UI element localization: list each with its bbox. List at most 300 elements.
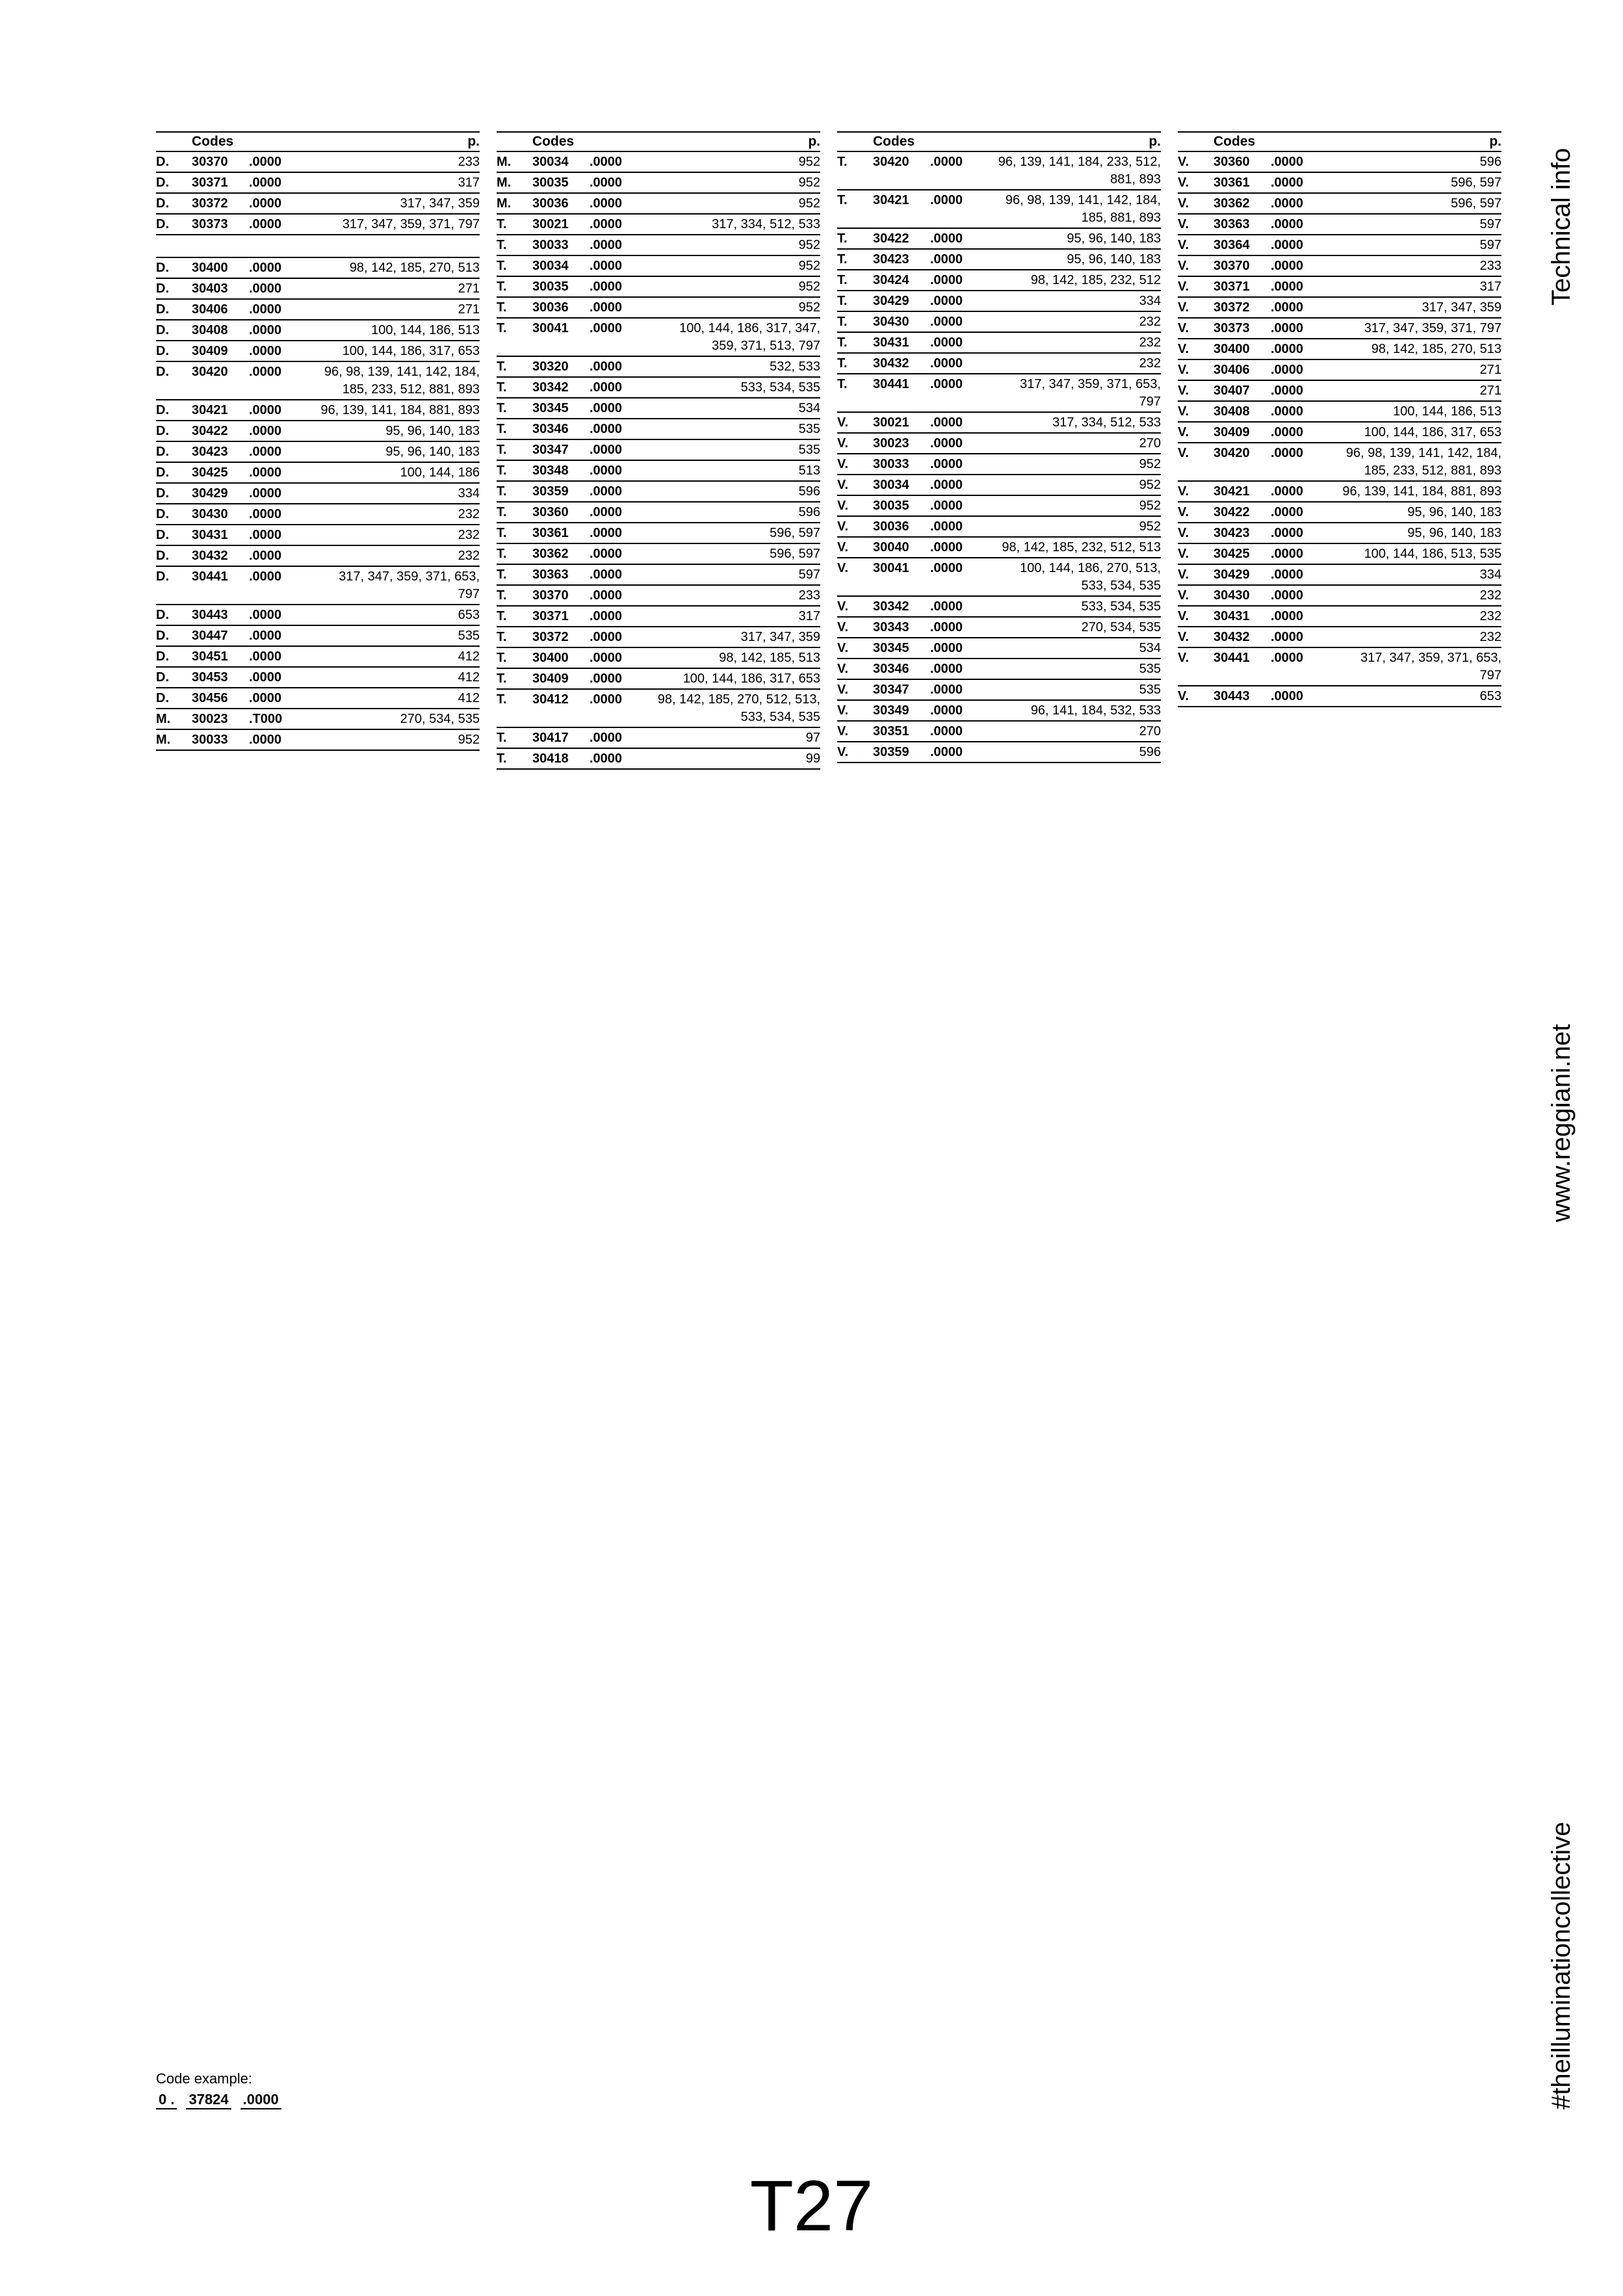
row-pages: 96, 98, 139, 141, 142, 184, 185, 233, 512, 881, 893 <box>324 365 480 397</box>
row-code: 30041 <box>532 321 569 335</box>
row-letter: V. <box>837 620 849 634</box>
table-row <box>837 229 1161 250</box>
table-row <box>497 298 820 319</box>
row-pages: 412 <box>458 670 480 685</box>
row-code: 30431 <box>192 528 228 542</box>
row-letter: T. <box>497 692 507 707</box>
row-code: 30432 <box>1214 630 1250 644</box>
row-letter: D. <box>156 281 169 296</box>
row-suffix: .0000 <box>1271 588 1304 603</box>
row-suffix: .0000 <box>249 691 282 705</box>
row-code: 30035 <box>532 176 569 190</box>
row-letter: M. <box>156 733 171 747</box>
row-pages: 334 <box>458 486 480 501</box>
table-row <box>837 538 1161 558</box>
row-letter: T. <box>837 377 848 391</box>
row-pages: 99 <box>805 751 820 766</box>
table-row <box>156 605 480 626</box>
row-code: 30432 <box>192 549 228 563</box>
table-row <box>156 173 480 194</box>
row-letter: D. <box>156 344 169 358</box>
row-suffix: .0000 <box>590 280 623 294</box>
row-code: 30372 <box>192 196 228 211</box>
row-code: 30429 <box>192 486 228 501</box>
table-row <box>156 463 480 484</box>
row-pages: 100, 144, 186, 513 <box>1393 404 1501 419</box>
table-row-empty <box>156 235 480 258</box>
row-pages: 596 <box>1139 745 1161 759</box>
codes-rows <box>837 152 1161 763</box>
page-number: T27 <box>749 2166 874 2246</box>
row-letter: D. <box>156 424 169 438</box>
table-row <box>837 742 1161 763</box>
row-letter: T. <box>837 356 848 371</box>
row-suffix: .0000 <box>590 547 623 561</box>
row-code: 30033 <box>532 238 569 252</box>
row-code: 30372 <box>1214 300 1250 315</box>
row-suffix: .0000 <box>590 300 623 315</box>
table-row <box>497 419 820 440</box>
row-code: 30370 <box>532 588 569 603</box>
row-suffix: .0000 <box>249 176 282 190</box>
column-header <box>497 131 820 152</box>
row-suffix: .0000 <box>930 683 963 697</box>
row-letter: T. <box>837 273 848 287</box>
row-code: 30424 <box>873 273 909 287</box>
row-pages: 596, 597 <box>770 547 820 561</box>
row-pages: 334 <box>1479 567 1501 582</box>
table-row <box>837 434 1161 454</box>
row-suffix: .0000 <box>249 549 282 563</box>
row-letter: T. <box>497 484 507 499</box>
row-suffix: .0000 <box>249 155 282 169</box>
codes-column-1 <box>156 131 480 751</box>
row-code: 30036 <box>532 196 569 211</box>
row-suffix: .0000 <box>1271 484 1304 499</box>
side-technical-info: Technical info <box>1547 148 1576 306</box>
table-row <box>497 627 820 648</box>
row-pages: 98, 142, 185, 513 <box>719 651 820 665</box>
row-pages: 317, 347, 359, 371, 797 <box>342 217 480 231</box>
table-row <box>837 312 1161 333</box>
codes-rows <box>1178 152 1501 707</box>
table-row <box>1178 565 1501 586</box>
row-suffix: .0000 <box>590 588 623 603</box>
row-code: 30420 <box>192 365 228 379</box>
row-code: 30371 <box>192 176 228 190</box>
row-suffix: .0000 <box>590 155 623 169</box>
row-pages: 317, 347, 359, 371, 653, 797 <box>339 569 480 601</box>
table-row <box>1178 686 1501 707</box>
row-code: 30371 <box>1214 280 1250 294</box>
row-code: 30040 <box>873 540 909 554</box>
row-code: 30023 <box>873 436 909 450</box>
row-letter: D. <box>156 507 169 521</box>
row-pages: 98, 142, 185, 232, 512 <box>1030 273 1161 287</box>
row-suffix: .0000 <box>930 724 963 738</box>
column-header <box>837 131 1161 152</box>
row-code: 30034 <box>532 259 569 273</box>
row-pages: 317 <box>1479 280 1501 294</box>
row-letter: M. <box>156 712 171 726</box>
table-row <box>1178 277 1501 298</box>
row-code: 30423 <box>192 445 228 459</box>
row-code: 30417 <box>532 731 569 745</box>
row-letter: T. <box>497 463 507 478</box>
row-letter: T. <box>497 672 507 686</box>
table-row <box>497 277 820 298</box>
row-suffix: .0000 <box>590 484 623 499</box>
row-suffix: .0000 <box>930 436 963 450</box>
row-code: 30033 <box>873 457 909 471</box>
row-pages: 232 <box>458 549 480 563</box>
row-pages: 533, 534, 535 <box>740 380 820 395</box>
table-row <box>1178 235 1501 256</box>
row-suffix: .0000 <box>930 561 963 575</box>
row-suffix: .0000 <box>590 567 623 582</box>
row-pages: 513 <box>798 463 820 478</box>
row-suffix: .0000 <box>590 321 623 335</box>
row-code: 30400 <box>192 261 228 275</box>
row-letter: T. <box>497 547 507 561</box>
row-letter: V. <box>1178 651 1189 665</box>
row-letter: V. <box>1178 363 1189 377</box>
row-pages: 317, 334, 512, 533 <box>712 217 820 231</box>
row-pages: 233 <box>1479 259 1501 273</box>
row-code: 30345 <box>532 401 569 415</box>
row-code: 30361 <box>532 526 569 540</box>
codes-rows <box>156 152 480 751</box>
row-suffix: .0000 <box>1271 217 1304 231</box>
row-suffix: .0000 <box>590 238 623 252</box>
table-row <box>1178 381 1501 402</box>
table-row <box>1178 502 1501 523</box>
row-pages: 95, 96, 140, 183 <box>1407 526 1501 540</box>
row-letter: V. <box>1178 280 1189 294</box>
row-suffix: .0000 <box>1271 280 1304 294</box>
row-letter: V. <box>837 540 849 554</box>
row-suffix: .0000 <box>930 415 963 430</box>
row-code: 30420 <box>1214 446 1250 460</box>
row-pages: 952 <box>798 280 820 294</box>
row-suffix: .0000 <box>1271 321 1304 335</box>
table-row <box>1178 544 1501 565</box>
table-row <box>156 626 480 647</box>
row-letter: T. <box>837 315 848 329</box>
table-row <box>1178 523 1501 544</box>
row-code: 30361 <box>1214 176 1250 190</box>
row-pages: 952 <box>1139 457 1161 471</box>
row-suffix: .0000 <box>249 302 282 317</box>
row-code: 30409 <box>1214 425 1250 439</box>
row-letter: V. <box>837 724 849 738</box>
row-pages: 98, 142, 185, 270, 512, 513, 533, 534, 535 <box>657 692 820 724</box>
row-suffix: .0000 <box>1271 384 1304 398</box>
row-pages: 412 <box>458 649 480 664</box>
table-row <box>1178 319 1501 339</box>
row-suffix: .0000 <box>249 445 282 459</box>
table-row <box>837 291 1161 312</box>
row-pages: 96, 141, 184, 532, 533 <box>1030 703 1161 718</box>
row-letter: M. <box>497 176 512 190</box>
row-pages: 535 <box>798 422 820 436</box>
row-letter: V. <box>1178 259 1189 273</box>
table-row <box>156 688 480 709</box>
row-pages: 97 <box>805 731 820 745</box>
row-letter: V. <box>1178 217 1189 231</box>
table-row <box>837 190 1161 229</box>
row-code: 30359 <box>532 484 569 499</box>
row-letter: D. <box>156 302 169 317</box>
row-suffix: .0000 <box>249 608 282 622</box>
row-letter: V. <box>1178 196 1189 211</box>
row-letter: T. <box>497 588 507 603</box>
row-pages: 270 <box>1139 436 1161 450</box>
row-suffix: .0000 <box>249 424 282 438</box>
row-pages: 98, 142, 185, 270, 513 <box>1371 342 1501 356</box>
row-code: 30035 <box>873 499 909 513</box>
table-row <box>497 440 820 461</box>
row-code: 30347 <box>873 683 909 697</box>
row-suffix: .0000 <box>930 193 963 207</box>
row-code: 30360 <box>532 505 569 519</box>
table-row <box>156 668 480 688</box>
row-code: 30422 <box>1214 505 1250 519</box>
row-letter: V. <box>837 599 849 614</box>
row-code: 30023 <box>192 712 228 726</box>
row-suffix: .0000 <box>1271 259 1304 273</box>
row-code: 30430 <box>192 507 228 521</box>
row-code: 30348 <box>532 463 569 478</box>
row-pages: 952 <box>458 733 480 747</box>
header-page: p. <box>1149 134 1161 149</box>
row-pages: 95, 96, 140, 183 <box>385 424 480 438</box>
row-suffix: .0000 <box>590 443 623 457</box>
row-letter: T. <box>497 300 507 315</box>
table-row <box>156 647 480 668</box>
row-letter: T. <box>497 422 507 436</box>
row-letter: V. <box>1178 238 1189 252</box>
row-code: 30406 <box>1214 363 1250 377</box>
table-row <box>497 215 820 235</box>
row-pages: 317, 347, 359, 371, 653, 797 <box>1020 377 1161 409</box>
row-suffix: .0000 <box>1271 238 1304 252</box>
row-suffix: .0000 <box>930 519 963 534</box>
row-pages: 317, 347, 359, 371, 653, 797 <box>1360 651 1501 683</box>
table-row <box>156 421 480 442</box>
row-pages: 532, 533 <box>770 359 820 374</box>
table-row <box>1178 627 1501 648</box>
row-suffix: .0000 <box>930 620 963 634</box>
row-suffix: .0000 <box>249 670 282 685</box>
row-pages: 534 <box>798 401 820 415</box>
row-letter: V. <box>837 641 849 655</box>
row-code: 30360 <box>1214 155 1250 169</box>
row-suffix: .0000 <box>590 359 623 374</box>
table-row <box>497 235 820 256</box>
row-letter: T. <box>497 238 507 252</box>
row-pages: 952 <box>798 238 820 252</box>
side-website[interactable]: www.reggiani.net <box>1547 1024 1576 1222</box>
row-letter: D. <box>156 528 169 542</box>
row-letter: V. <box>1178 588 1189 603</box>
row-letter: D. <box>156 670 169 685</box>
row-pages: 952 <box>1139 519 1161 534</box>
header-codes: Codes <box>192 134 234 149</box>
row-letter: V. <box>837 745 849 759</box>
row-suffix: .0000 <box>930 231 963 246</box>
row-code: 30409 <box>192 344 228 358</box>
row-letter: T. <box>497 526 507 540</box>
row-suffix: .0000 <box>590 176 623 190</box>
row-letter: D. <box>156 486 169 501</box>
row-code: 30343 <box>873 620 909 634</box>
row-pages: 270, 534, 535 <box>1081 620 1161 634</box>
row-letter: V. <box>1178 384 1189 398</box>
code-example-part-code: 37824 <box>186 2091 231 2109</box>
code-example <box>156 2070 291 2109</box>
row-letter: M. <box>497 196 512 211</box>
row-pages: 952 <box>1139 499 1161 513</box>
table-row <box>156 525 480 546</box>
table-row <box>156 400 480 421</box>
row-pages: 317 <box>458 176 480 190</box>
table-row <box>497 461 820 482</box>
row-letter: V. <box>1178 689 1189 703</box>
row-suffix: .0000 <box>249 507 282 521</box>
row-code: 30373 <box>192 217 228 231</box>
column-header <box>156 131 480 152</box>
row-code: 30370 <box>192 155 228 169</box>
row-code: 30403 <box>192 281 228 296</box>
row-code: 30349 <box>873 703 909 718</box>
row-suffix: .0000 <box>930 294 963 308</box>
table-row <box>497 173 820 194</box>
row-pages: 317, 347, 359 <box>1422 300 1501 315</box>
row-letter: V. <box>1178 484 1189 499</box>
table-row <box>1178 586 1501 607</box>
table-row <box>837 496 1161 517</box>
row-suffix: .0000 <box>930 273 963 287</box>
row-suffix: .0000 <box>590 422 623 436</box>
row-pages: 100, 144, 186, 317, 653 <box>682 672 820 686</box>
row-letter: V. <box>1178 567 1189 582</box>
table-row <box>497 749 820 770</box>
row-suffix: .0000 <box>1271 651 1304 665</box>
table-row <box>156 484 480 504</box>
row-letter: T. <box>497 259 507 273</box>
table-row <box>837 638 1161 659</box>
row-code: 30431 <box>873 335 909 350</box>
table-row <box>497 319 820 357</box>
header-page: p. <box>1489 134 1501 149</box>
row-suffix: .0000 <box>249 365 282 379</box>
row-suffix: .0000 <box>1271 425 1304 439</box>
row-code: 30400 <box>1214 342 1250 356</box>
row-code: 30021 <box>873 415 909 430</box>
row-suffix: .0000 <box>1271 547 1304 561</box>
row-suffix: .0000 <box>930 356 963 371</box>
row-letter: T. <box>837 231 848 246</box>
row-code: 30362 <box>532 547 569 561</box>
table-row <box>497 194 820 215</box>
row-letter: M. <box>497 155 512 169</box>
row-pages: 271 <box>458 302 480 317</box>
row-pages: 100, 144, 186, 513, 535 <box>1364 547 1501 561</box>
row-pages: 96, 98, 139, 141, 142, 184, 185, 881, 893 <box>1005 193 1161 225</box>
row-suffix: .0000 <box>930 499 963 513</box>
row-letter: T. <box>497 380 507 395</box>
row-pages: 317, 347, 359, 371, 797 <box>1364 321 1501 335</box>
row-letter: V. <box>1178 342 1189 356</box>
row-code: 30443 <box>1214 689 1250 703</box>
table-row <box>156 567 480 605</box>
row-suffix: .0000 <box>590 463 623 478</box>
table-row <box>1178 215 1501 235</box>
row-pages: 535 <box>798 443 820 457</box>
row-pages: 271 <box>1479 384 1501 398</box>
code-example-part-suffix: .0000 <box>240 2091 281 2109</box>
row-pages: 596 <box>798 484 820 499</box>
row-letter: V. <box>837 457 849 471</box>
row-code: 30441 <box>192 569 228 584</box>
row-code: 30412 <box>532 692 569 707</box>
row-letter: T. <box>497 630 507 644</box>
table-row <box>156 362 480 400</box>
row-code: 30372 <box>532 630 569 644</box>
table-row <box>837 597 1161 618</box>
row-pages: 596, 597 <box>1451 176 1501 190</box>
row-pages: 232 <box>1479 609 1501 623</box>
row-letter: V. <box>1178 547 1189 561</box>
row-letter: V. <box>1178 155 1189 169</box>
table-row <box>837 454 1161 475</box>
row-code: 30418 <box>532 751 569 766</box>
row-suffix: .0000 <box>249 629 282 643</box>
row-code: 30423 <box>1214 526 1250 540</box>
row-pages: 271 <box>1479 363 1501 377</box>
table-row <box>497 502 820 523</box>
row-suffix: .0000 <box>249 403 282 417</box>
row-letter: V. <box>837 415 849 430</box>
row-code: 30371 <box>532 609 569 623</box>
row-code: 30036 <box>873 519 909 534</box>
row-letter: V. <box>1178 526 1189 540</box>
table-row <box>837 722 1161 742</box>
row-suffix: .0000 <box>930 478 963 492</box>
row-letter: D. <box>156 629 169 643</box>
code-example-parts <box>156 2091 291 2109</box>
row-letter: V. <box>1178 446 1189 460</box>
table-row <box>837 517 1161 538</box>
row-code: 30429 <box>1214 567 1250 582</box>
row-code: 30421 <box>192 403 228 417</box>
row-letter: V. <box>1178 404 1189 419</box>
row-pages: 412 <box>458 691 480 705</box>
row-pages: 232 <box>1479 630 1501 644</box>
row-code: 30342 <box>873 599 909 614</box>
table-row <box>1178 256 1501 277</box>
row-letter: D. <box>156 365 169 379</box>
row-suffix: .0000 <box>590 630 623 644</box>
table-row <box>497 669 820 690</box>
table-row <box>837 413 1161 434</box>
table-row <box>156 194 480 215</box>
row-code: 30422 <box>192 424 228 438</box>
row-letter: D. <box>156 403 169 417</box>
row-letter: V. <box>837 683 849 697</box>
row-code: 30363 <box>532 567 569 582</box>
